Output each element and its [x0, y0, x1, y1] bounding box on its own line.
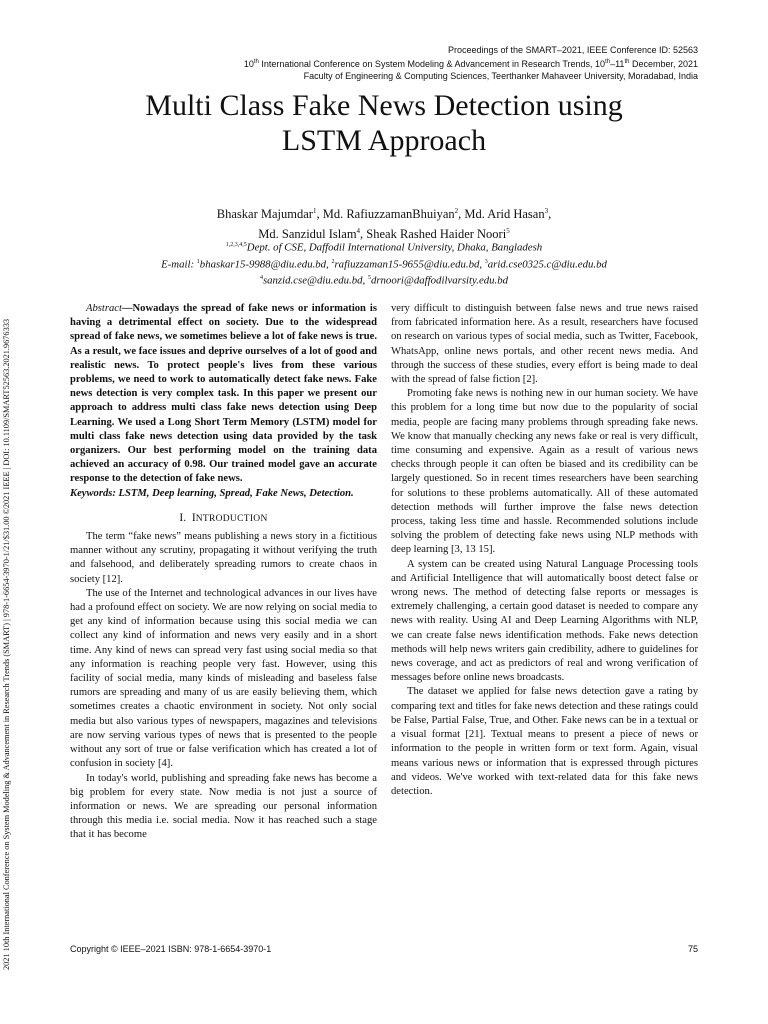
abstract	[70, 302, 377, 487]
body-paragraph: Promoting fake news is nothing new in our human society. We have this problem for a long time but now due to the popularity of social media, people are facing many problems through spreading fake news. We know that manually checking any news fake or real is very difficult, time consuming and expensive. Again as a result of various news checks through people it can often be biased and its credibility can be largely questioned. So in recent times researchers have been searching for solutions to these problems automatically. All of these automated detection methods will further improve the false news detection process, taking less time and hassle. Recommended solutions include solving the problem of detecting fake news using NLP methods with deep learning [3, 13 15].	[391, 388, 698, 556]
email-line-1: E-mail: $^1$bhaskar15-9988@diu.edu.bd, $^2$rafiuzzaman15-9655@diu.edu.bd, $^3$arid.cse0325.c@diu.edu.bd	[161, 258, 607, 271]
right-column	[391, 302, 698, 799]
conference-header	[244, 44, 698, 82]
body-paragraph: A system can be created using Natural Language Processing tools and Artificial Intelligence that will automatically boost detect false or wrong news. The method of detecting false reports or messages is extremely challenging, a certain good dataset is needed to compare any news with reality. Using AI and Deep Learning Algorithms with NLP, we can create false news identification methods. Fake news detection methods will help news writers gain credibility, adhere to guidelines for news coverage, and act as predictors of real and wrong verification of messages before online news broadcasts.	[391, 558, 698, 684]
header-line-2: 10th International Conference on System Modeling & Advancement in Research Trends, 10th–11th December, 2021	[243, 59, 698, 69]
abstract-body: —Nowadays the spread of fake news or information is having a detrimental effect on society. Due to the widespread spread of fake news, we sometimes believe a lot of fake news is true. As a result, we face issues and deprive ourselves of a lot of good and realistic news. To protect people's lives from these various problems, we need to work to automatically detect fake news. Fake news detection is very complex task. In this paper we present our approach to address multi class fake news detection using Deep Learning. We used a Long Short Term Memory (LSTM) model for multi class fake news detection using data provided by the task organizers. Our best performing model on the training data achieved an accuracy of 0.98. Our trained model gave an accurate response to the detection of fake news.	[70, 303, 377, 485]
side-doi-text: 2021 10th International Conference on System Modeling & Advancement in Research Trends (SMART) | 978-1-6654-3970-1/21/$31.00 ©2021 IEEE | DOI: 10.1109/SMART52563.2021.9676333	[2, 318, 11, 970]
abstract-label: Abstract	[86, 303, 122, 314]
author-line-1: Bhaskar Majumdar$^1$, Md. RafiuzzamanBhuiyan$^2$, Md. Arid Hasan$^3$,	[216, 207, 552, 222]
intro-paragraph: In today's world, publishing and spreading fake news has become a big problem for every state. Now media is not just a source of information or news. We are spreading our personal information through this media i.e. social media. Now it has reached such a stage that it has become	[70, 772, 377, 841]
section-heading-introduction: I. INTRODUCTION	[179, 511, 268, 524]
page-number: 75	[687, 944, 698, 954]
header-line-1: Proceedings of the SMART–2021, IEEE Conference ID: 52563	[448, 45, 698, 55]
author-line-2: Md. Sanzidul Islam$^4$, Sheak Rashed Haider Noori$^5$	[258, 227, 510, 242]
keywords: Keywords: LSTM, Deep learning, Spread, Fake News, Detection.	[70, 487, 354, 499]
paper-title	[70, 88, 698, 158]
intro-paragraph: The use of the Internet and technological advances in our lives have had a profound effect on society. We are now relying on social media to get any kind of information because using this social media we can collect any kind of information and news very easily and in a short time. Any kind of news can spread very fast using social media so that any information is reaching people very fast. However, using this facility of social media, many kinds of misleading and baseless false rumors are spreading and many of us are easily believing them, which sometimes creates a chaotic environment in society. Not only social media but also various types of newspapers, magazines and televisions are now serving various types of news that is presented to the people without any sort of true or false verification which has created a lot of confusion in society [4].	[70, 587, 377, 770]
page-footer	[70, 944, 698, 954]
header-line-3: Faculty of Engineering & Computing Sciences, Teerthanker Mahaveer University, Moradabad, India	[303, 71, 698, 81]
footer-copyright: Copyright © IEEE–2021 ISBN: 978-1-6654-3970-1	[70, 944, 272, 954]
title-line-2: LSTM Approach	[281, 124, 487, 157]
intro-paragraph: The term “fake news” means publishing a news story in a fictitious manner without any scrutiny, propagating it without verifying the truth and falsehood, and deliberately spreading rumors to create chaos in society [12].	[70, 531, 377, 585]
left-column	[70, 302, 377, 843]
title-line-1: Multi Class Fake News Detection using	[145, 89, 623, 122]
email-line-2: $^4$sanzid.cse@diu.edu.bd, $^5$drnoori@daffodilvarsity.edu.bd	[259, 274, 509, 287]
affiliation-block	[70, 238, 698, 288]
affiliation-dept: $^{1,2,3,4,5}$Dept. of CSE, Daffodil International University, Dhaka, Bangladesh	[225, 241, 543, 254]
body-paragraph: The dataset we applied for false news detection gave a rating by comparing text and titles for fake news detection and these ratings could be False, Partial False, True, and Other. Fake news can be in a textual or a visual format [21]. Textual means to present a piece of news or information to the people in written form or text form. Again, visual means various news or information that is expressed through pictures and videos. We've worked with text-related data for this fake news detection.	[391, 686, 698, 797]
body-paragraph: very difficult to distinguish between false news and true news raised from fabricated information here. As a result, researchers have focused on research on various types of social media, such as Twitter, Facebook, WhatsApp, online news portals, and other recent news media. And through the success of these studies, every effort is being made to deal with the spread of false fiction [2].	[391, 303, 698, 386]
